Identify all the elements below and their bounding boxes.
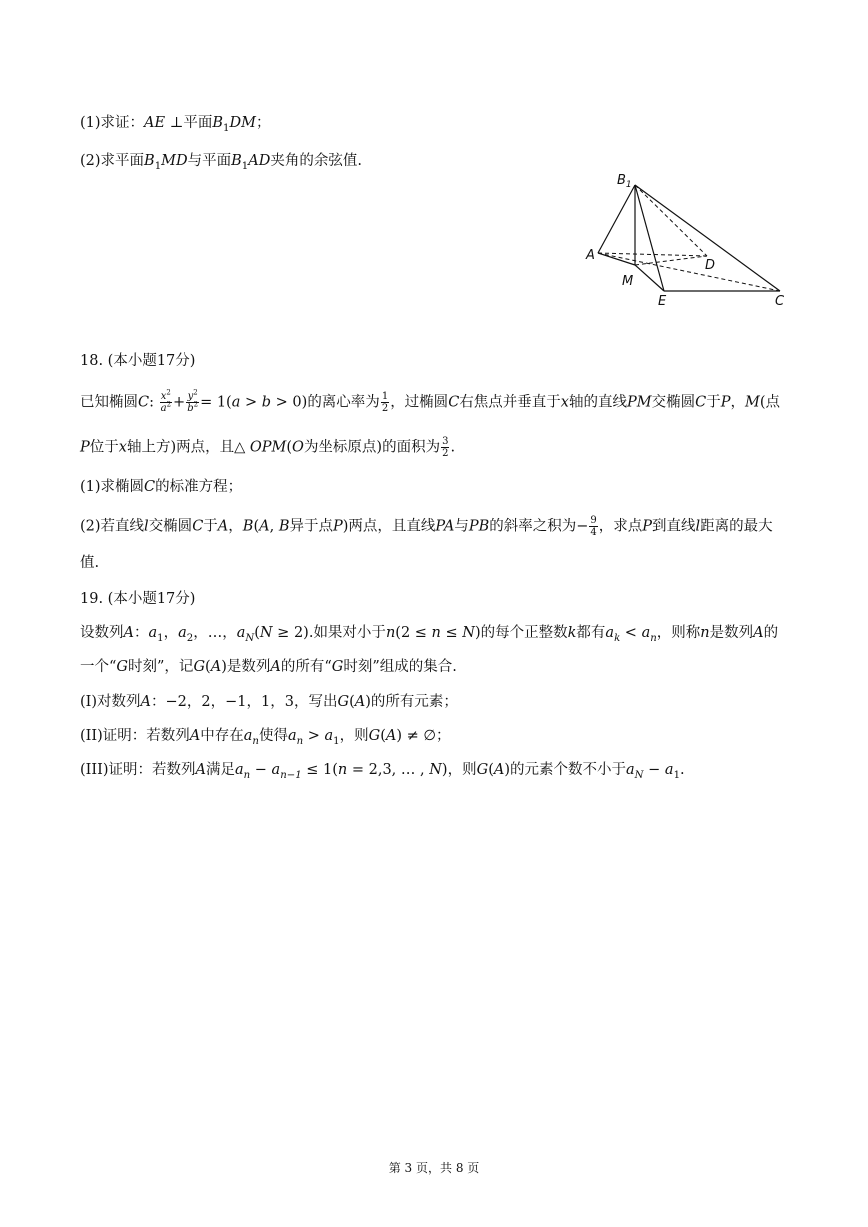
q19-part1: (I)对数列A：−2，2，−1，1，3，写出G(A)的所有元素；	[80, 694, 458, 710]
q18-line2: P位于x轴上方)两点，且△ OPM(O为坐标原点)的面积为 $\frac{3}{2}$ .	[80, 436, 456, 459]
q19-line1: 设数列A：$a_1$，$a_2$，…，$a_N(N \ge 2)$.如果对小于n(2 ≤ n ≤ N)的每个正整数k都有$a_k < a_n$，则称n是数列A的	[80, 625, 779, 644]
q19-part2: (II)证明：若数列A中存在$a_n$使得$a_n > a_1$，则G(A) ≠ ∅；	[80, 728, 451, 747]
q19-header: 19. (本小题17分)	[80, 591, 196, 607]
q17-part1: (1)求证：AE ⊥平面$B_1DM$；	[80, 115, 271, 134]
label-e: E	[658, 294, 667, 309]
q18-part2: (2)若直线l交椭圆C于A，B(A, B异于点P)两点，且直线PA与PB的斜率之积为− $\frac{9}{4}$ ，求点P到直线l距离的最大	[80, 515, 773, 538]
q18-line1: 已知椭圆C: $\frac{x^2}{a^2}$ + $\frac{y^2}{b^2}$ = 1(a > b > 0)的离心率为 $\frac{1}{2}$ ，过椭圆C右焦点并垂直于x轴的直线PM交椭圆C于P，M(点	[80, 388, 780, 414]
q18-header: 18. (本小题17分)	[80, 353, 196, 369]
label-m: M	[622, 274, 634, 289]
label-a: A	[586, 248, 595, 263]
page-footer: 第 3 页，共 8 页	[388, 1161, 480, 1175]
q17-part2: (2)求平面$B_1MD$与平面$B_1AD$夹角的余弦值.	[80, 153, 362, 172]
q18-part1: (1)求椭圆C的标准方程；	[80, 479, 243, 495]
pyramid-figure	[575, 165, 795, 310]
label-b1: $B_1$	[617, 173, 632, 190]
q18-part2-end: 值.	[80, 555, 100, 571]
q19-line2: 一个“G时刻”，记G(A)是数列A的所有“G时刻”组成的集合.	[80, 659, 457, 675]
q19-part3: (III)证明：若数列A满足$a_n - a_{n-1} \le 1(n = 2,3$, … , N)，则G(A)的元素个数不小于$a_N - a_1$.	[80, 762, 685, 781]
label-d: D	[705, 258, 716, 273]
label-c: C	[775, 294, 785, 309]
